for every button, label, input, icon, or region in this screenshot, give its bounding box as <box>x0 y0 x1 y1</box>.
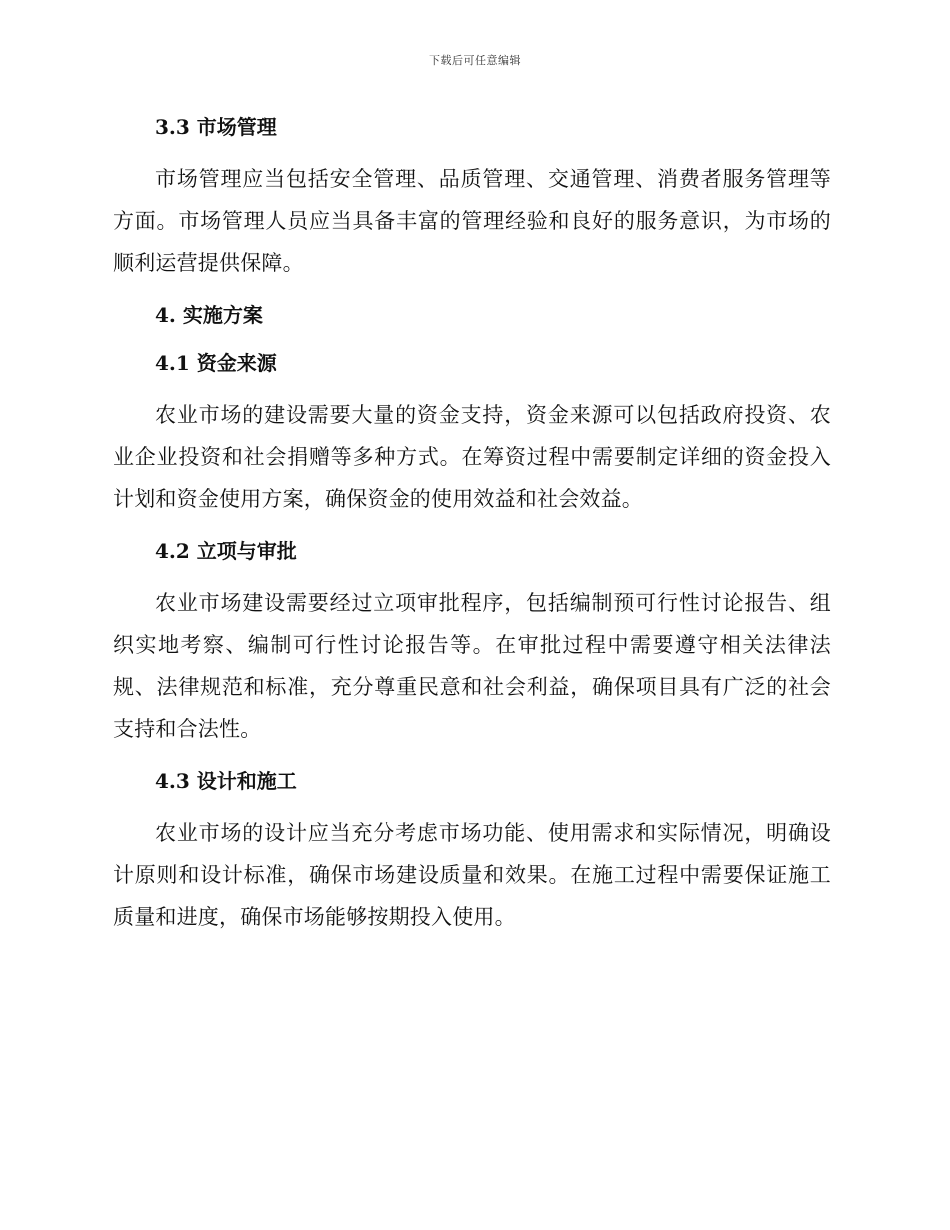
section-paragraph-4-3: 农业市场的设计应当充分考虑市场功能、使用需求和实际情况，明确设计原则和设计标准，确保市场建设质量和效果。在施工过程中需要保证施工质量和进度，确保市场能够按期投入使用。 <box>113 821 831 929</box>
section-paragraph-4-2: 农业市场建设需要经过立项审批程序，包括编制预可行性讨论报告、组织实地考察、编制可行性讨论报告等。在审批过程中需要遵守相关法律法规、法律规范和标准，充分尊重民意和社会利益，确保项目具有广泛的社会支持和合法性。 <box>113 591 831 741</box>
section-heading-4: 4. 实施方案 <box>155 303 263 327</box>
section-heading-4-1: 4.1 资金来源 <box>155 351 277 375</box>
section-heading-4-3: 4.3 设计和施工 <box>155 769 297 793</box>
section-paragraph-3-3: 市场管理应当包括安全管理、品质管理、交通管理、消费者服务管理等方面。市场管理人员应当具备丰富的管理经验和良好的服务意识，为市场的顺利运营提供保障。 <box>113 167 831 275</box>
section-heading-3-3: 3.3 市场管理 <box>155 115 277 139</box>
document-body <box>113 110 831 952</box>
page-header: 下载后可任意编辑 <box>429 54 521 67</box>
section-heading-4-2: 4.2 立项与审批 <box>155 539 297 563</box>
section-paragraph-4-1: 农业市场的建设需要大量的资金支持，资金来源可以包括政府投资、农业企业投资和社会捐赠等多种方式。在筹资过程中需要制定详细的资金投入计划和资金使用方案，确保资金的使用效益和社会效益。 <box>113 403 831 511</box>
